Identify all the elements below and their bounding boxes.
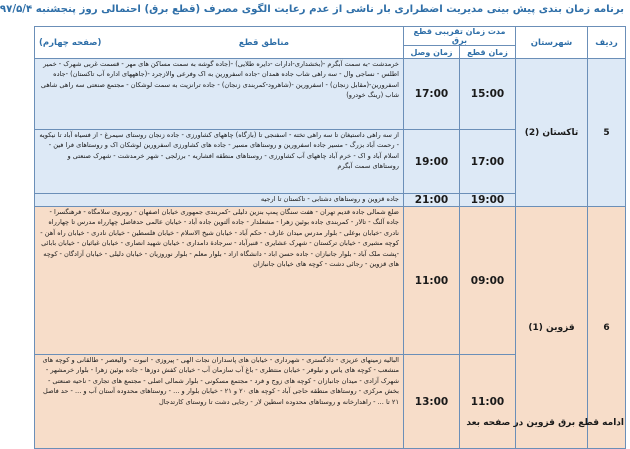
cut-time-cell: 15:00 bbox=[460, 59, 516, 130]
cut-time-cell: 17:00 bbox=[460, 130, 516, 194]
city-header: شهرستان bbox=[516, 27, 588, 59]
row-num-cell: 5 bbox=[588, 59, 626, 207]
continuation-note: ادامه قطع برق قزوین در صفحه بعد bbox=[466, 418, 624, 428]
connect-time-cell: 19:00 bbox=[404, 130, 460, 194]
connect-time-cell: 17:00 bbox=[404, 59, 460, 130]
cut-time-cell: 09:00 bbox=[460, 207, 516, 355]
connect-time-cell: 21:00 bbox=[404, 194, 460, 207]
areas-header-label: مناطق قطع bbox=[238, 37, 289, 48]
areas-cell: خرمدشت -به سمت آبگرم -(بخشداری-ادارات -دایره طلایی) -(جاده گوشه به سمت مساکن های مهر - قسمت غربی شهرک - خمیر اطلس - نساجی وال - سه راهی شاب جاده همدان -جاده اسفرورین به اک وفرعی والازجرد -(جاهههای اداره آب تاکستان) -جاده اسفرورین-(مقابل زنجان) - اسفرورین -(شاهرود-کمربندی زنجان) - جاده ترانزیت به سمت لوشکان - مجتمع صنعتی سه راهی شاهی شاب (رینگ خودرو) bbox=[35, 59, 404, 130]
cut-time-header: زمان قطع bbox=[460, 46, 516, 59]
row-num-cell: 6 bbox=[588, 207, 626, 449]
areas-cell: ضلع شمالی جاده قدیم تهران - هفت سنگان پمپ بنزین دلیلی -کمربندی جمهوری خیابان اصفهان - روبروی سلامگاه - فرهنگسرا - جاده آلنگ - تالار - کمربندی جاده بوئین زهرا - مشعلدار - جاده آلتوین جاده آباد - خیابان عالمی حدفاصل چهارراه مدرس تا چهارراه نادری -خیابان بوعلی - بلوار مدرس میدان عارف - حکم آباد - خیابان شیخ الاسلام - خیابان فلسطین - خیابان نادری - خیابان راه آهن - کوچه مشیری - خیابان ترکستان - شهرک عشایری - قنبرآباد - سرجادة دامداری - خیابان شهید انصاری - خیابان غیاثیان - خیابان بابائی -پشت ملک آباد - بلوار جانبازان - جاده حسن اباد - دانشگاه ازاد - بلوار معلم - بلوار نوروزیان - خیابان دلیلی - خیابان آزادگان - کوچه های قزوین - رجائی دشت - کوچه های خیابان جانبازان bbox=[35, 207, 404, 355]
city-cell: تاکستان (2) bbox=[516, 59, 588, 207]
row-num-header: ردیف bbox=[588, 27, 626, 59]
areas-cell: از سه راهی داستیغان تا سه راهی تخته - اسفنجی تا (بازگاه) چاههای کشاورزی - جاده زنجان روستای سیمرغ - از فسیاه آباد تا نیکویه - رحمت آباد بزرگ - مسیر جاده اسفرورین و روستاهای مسیر - جاده های کشاورزی اسفرورین لوشکان اک و روستاهای فرا فین - اسلام آباد و اک - خرم آباد چاههای آب کشاورزی - روستاهای منطقه افشاریه - برزلجی - شهر خرمدشت - شهرک صنعتی و روستاهای سمت آبگرم bbox=[35, 130, 404, 194]
connect-time-cell: 11:00 bbox=[404, 207, 460, 355]
schedule-table bbox=[34, 26, 626, 449]
header-row bbox=[35, 27, 626, 46]
cut-time-cell: 19:00 bbox=[460, 194, 516, 207]
connect-time-cell: 13:00 bbox=[404, 355, 460, 449]
connect-time-header: زمان وصل bbox=[404, 46, 460, 59]
schedule-table-body bbox=[35, 27, 626, 449]
areas-header bbox=[35, 27, 404, 59]
cut-time-cell: 11:00 bbox=[460, 355, 516, 449]
page-title: برنامه زمان بندی پیش بینی مدیریت اضطراری بار ناشی از عدم رعایت الگوی مصرف (قطع برق) احتمالی روز پنجشنبه ۹۷/۵/۴ bbox=[0, 4, 624, 15]
table-row bbox=[35, 59, 626, 130]
areas-cell: البالیه زمینهای عزیزی - دادگستری - شهرداری - خیابان های پاسداران نجات الهی - پیروزی - انبوت - والیعصر - طالقانی و کوچه های منشعب - کوچه های یاس و نیلوفر - خیابان منتظری - باغ آب سازمان آب - خیابان کفش دوزها - جاده بوئین زهرا - بلوار خرمشهر - شهرک آزادی - میدان جانبازان - کوچه های زوج و فرد - مجتمع مسکونی - بلوار شمالی اصلی - مجتمع های تجاری - ناحیه صنعتی - بخش مرکزی - روستاهای منطقه حاجی آباد - کوچه های ۲۰ و ۲۱ - خیابان بلوار و ... - روستاهای محدوده آستان آب و ... - حد فاصل ۲۱ تا ... - راهدارخانه و روستاهای محدوده اسطین لار - رجایی دشت تا روستای کارتدجال bbox=[35, 355, 404, 449]
city-cell: قزوین (1) bbox=[516, 207, 588, 449]
table-row bbox=[35, 207, 626, 355]
schedule-header: مدت زمان تقریبی قطع برق bbox=[404, 27, 516, 46]
page-number-label: (صفحه چهارم) bbox=[39, 37, 102, 48]
areas-cell: جاده قزوین و روستاهای دشتابی - تاکستان تا ارجیه bbox=[35, 194, 404, 207]
